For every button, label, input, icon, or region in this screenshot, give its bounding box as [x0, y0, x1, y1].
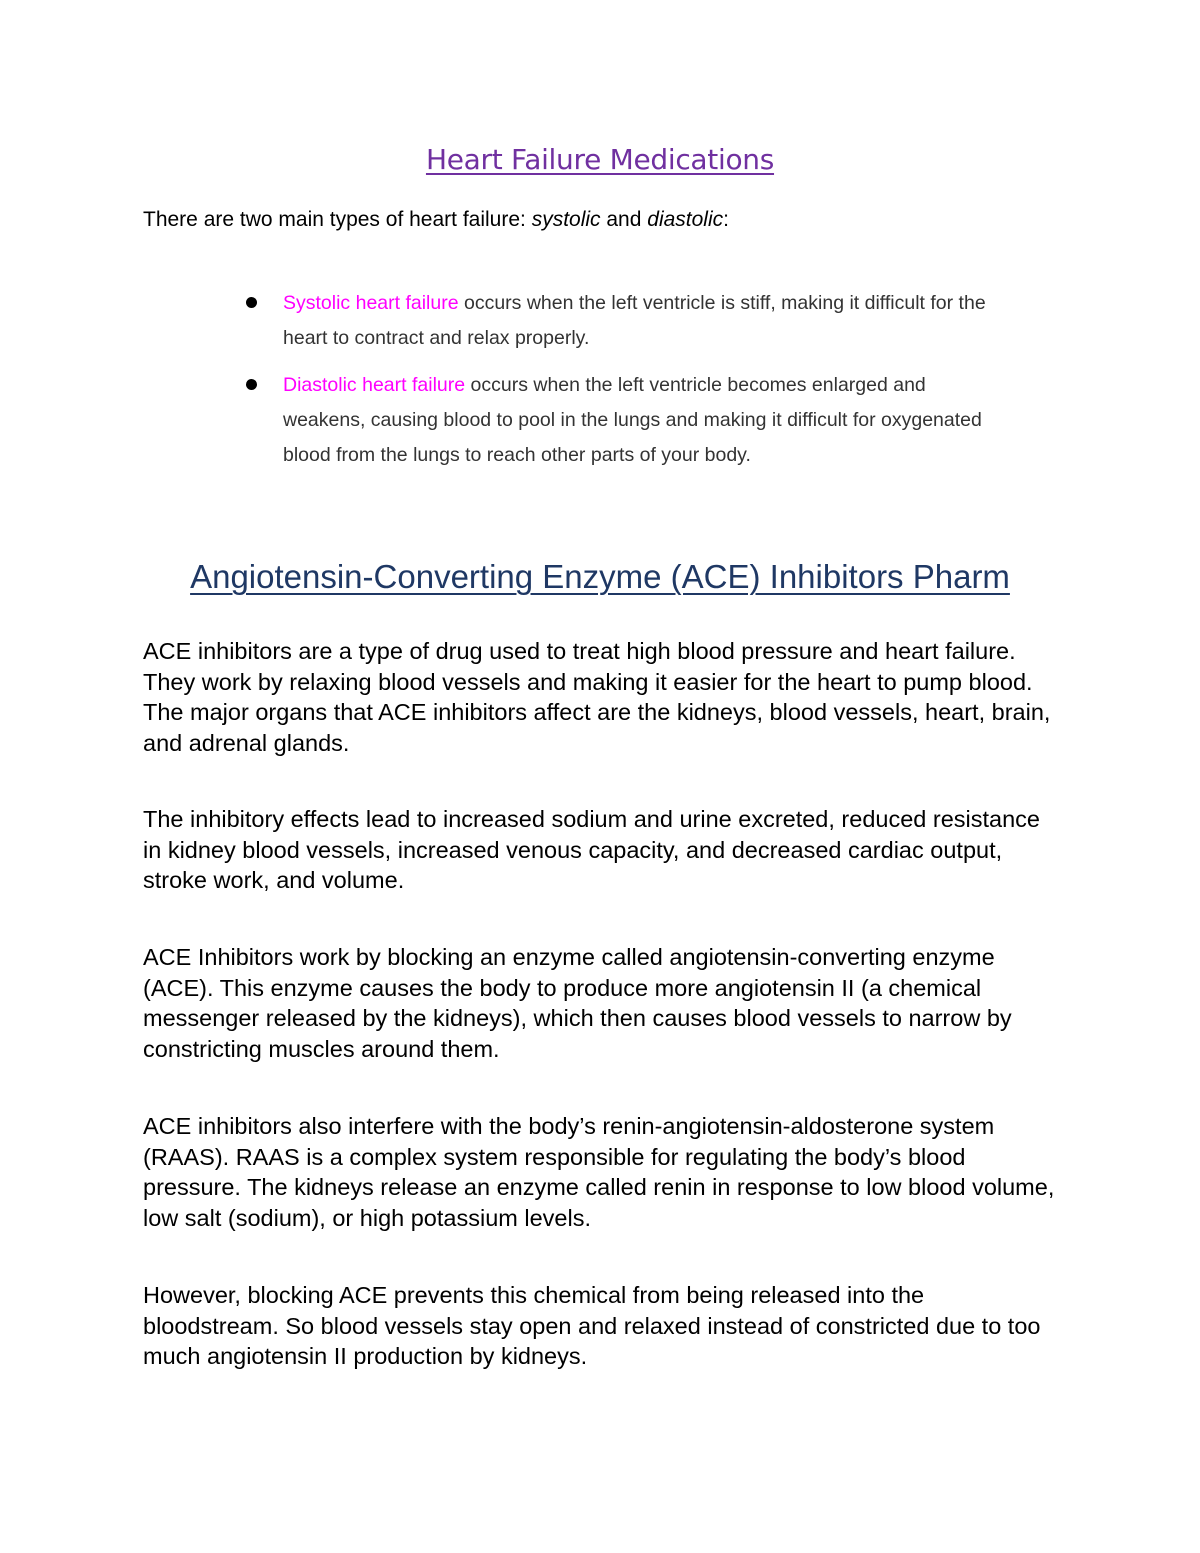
list-item-systolic	[283, 286, 1003, 356]
section-heading-ace-inhibitors: Angiotensin-Converting Enzyme (ACE) Inhibitors Pharm	[190, 558, 1010, 595]
page-title: Heart Failure Medications	[425, 143, 775, 176]
definition-diastolic: occurs when the left ventricle becomes enlarged and weakens, causing blood to pool in the lungs and making it difficult for oxygenated blood from the lungs to reach other parts of your body.	[283, 374, 982, 466]
term-diastolic-heart-failure: Diastolic heart failure	[283, 374, 466, 396]
heart-failure-types-list	[283, 286, 1003, 485]
intro-prefix: There are two main types of heart failure:	[143, 208, 532, 231]
paragraph-mechanism: ACE Inhibitors work by blocking an enzyme called angiotensin-converting enzyme (ACE). This enzyme causes the body to produce more angiotensin II (a chemical messenger released by the kidneys), which then causes blood vessels to narrow by constricting muscles around them.	[143, 944, 1012, 1062]
bullet-icon	[246, 379, 257, 390]
paragraph-raas: ACE inhibitors also interfere with the body’s renin-angiotensin-aldosterone system (RAAS). RAAS is a complex system responsible for regulating the body’s blood pressure. The kidneys release an enzyme called renin in response to low blood volume, low salt (sodium), or high potassium levels.	[143, 1113, 1055, 1231]
paragraph-inhibitory-effects: The inhibitory effects lead to increased sodium and urine excreted, reduced resistance in kidney blood vessels, increased venous capacity, and decreased cardiac output, stroke work, and volume.	[143, 806, 1040, 893]
intro-term-diastolic: diastolic	[647, 208, 724, 231]
term-systolic-heart-failure: Systolic heart failure	[283, 292, 459, 314]
paragraph-blocking-ace: However, blocking ACE prevents this chemical from being released into the bloodstream. So blood vessels stay open and relaxed instead of constricted due to too much angiotensin II production by kidneys.	[143, 1282, 1041, 1369]
intro-suffix: :	[723, 208, 729, 231]
list-item-diastolic	[283, 368, 1003, 473]
intro-paragraph	[143, 205, 1063, 235]
bullet-icon	[246, 297, 257, 308]
intro-middle: and	[600, 208, 648, 231]
definition-systolic: occurs when the left ventricle is stiff, making it difficult for the heart to contract and relax properly.	[283, 292, 986, 349]
paragraph-ace-overview: ACE inhibitors are a type of drug used to treat high blood pressure and heart failure. They work by relaxing blood vessels and making it easier for the heart to pump blood. The major organs that ACE inhibitors affect are the kidneys, blood vessels, heart, brain, and adrenal glands.	[143, 638, 1051, 756]
intro-term-systolic: systolic	[531, 208, 601, 231]
